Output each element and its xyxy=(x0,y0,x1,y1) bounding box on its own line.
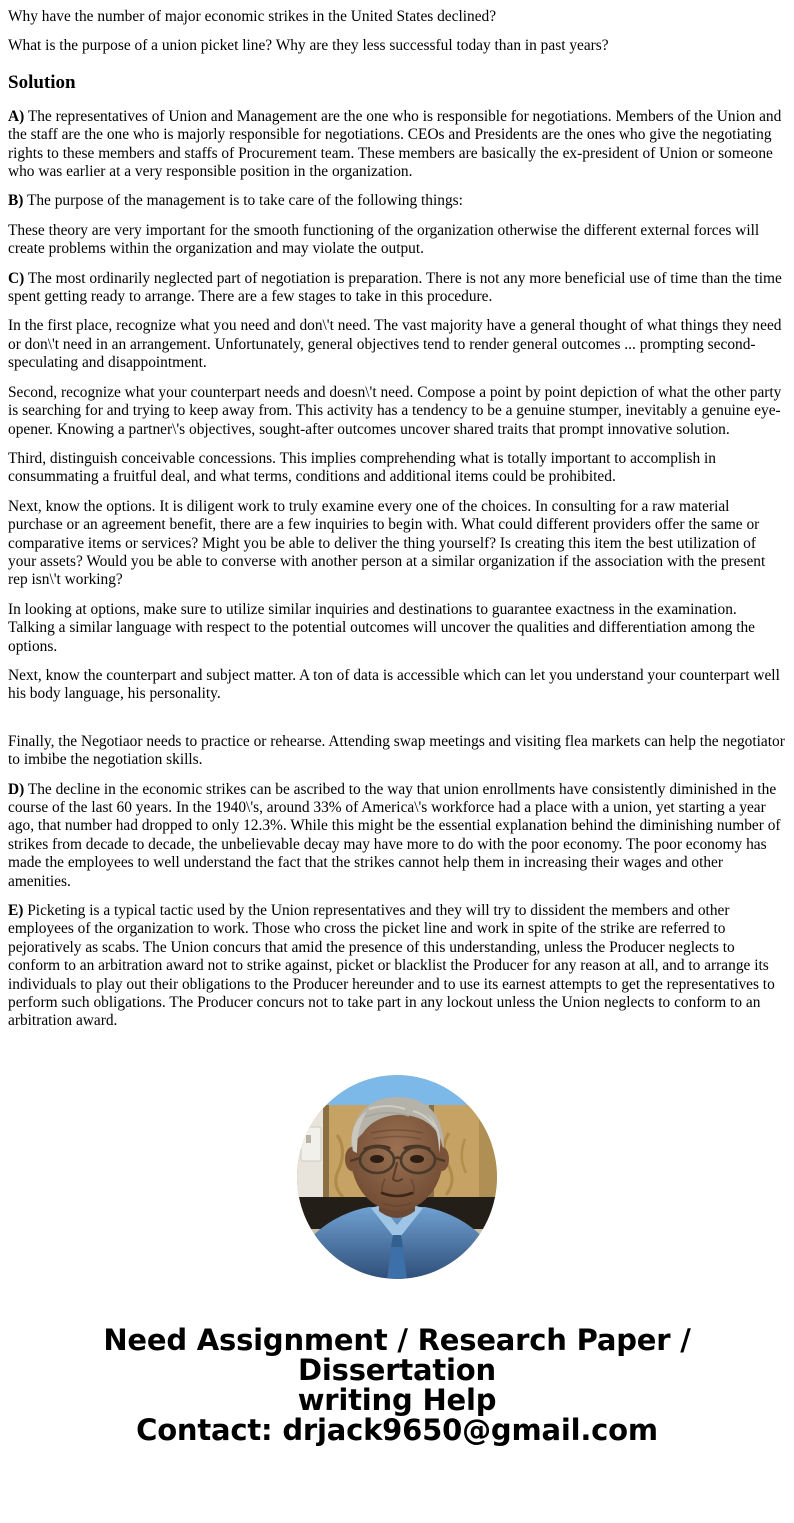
paragraph-b-followup: These theory are very important for the smooth functioning of the organization otherwise the different external forces will create problems within the organization and may violate the output. xyxy=(8,221,760,258)
answer-c-text: The most ordinarily neglected part of negotiation is preparation. There is not any more beneficial use of time than the time spent getting ready to arrange. There are a few stages to take in this procedure. xyxy=(8,269,782,306)
questions-block xyxy=(8,8,786,56)
paragraph-c-first: In the first place, recognize what you need and don\'t need. The vast majority have a general thought of what things they need or don\'t need in an arrangement. Unfortunately, general objectives tend to render general outcomes ... prompting second-speculating and disappointment. xyxy=(8,317,782,372)
solution-heading: Solution xyxy=(8,71,76,93)
paragraph-c-third: Third, distinguish conceivable concessions. This implies comprehending what is totally important to accomplish in consummating a fruitful deal, and what terms, conditions and additional items could be prohibited. xyxy=(8,449,716,486)
answer-e-label: E) xyxy=(8,902,24,920)
question-1: Why have the number of major economic strikes in the United States declined? xyxy=(8,8,497,25)
footer-line-1: Need Assignment / Research Paper / Dissertation xyxy=(103,1322,691,1387)
footer-contact xyxy=(8,1322,786,1465)
avatar-illustration xyxy=(297,1075,497,1279)
answer-d xyxy=(8,781,786,891)
paragraph-c-seventh: Finally, the Negotiaor needs to practice or rehearse. Attending swap meetings and visiting flea markets can help the negotiator to imbibe the negotiation skills. xyxy=(8,732,785,769)
answer-b xyxy=(8,192,786,210)
answer-e-text: Picketing is a typical tactic used by the Union representatives and they will try to dissident the members and other employees of the organization to work. Those who cross the picket line and work in spite of the strike are referred to pejoratively as scabs. The Union concurs that amid the presence of this understanding, unless the Producer neglects to conform to an arbitration award not to strike against, picket or blacklist the Producer for any reason at all, and to arrange its individuals to play out their obligations to the Producer hereunder and to use its earnest attempts to get the representatives to perform such obligations. The Producer concurs not to take part in any lockout unless the Union neglects to conform to an arbitration award. xyxy=(8,902,775,1030)
answer-a-label: A) xyxy=(8,107,25,125)
answer-d-label: D) xyxy=(8,780,25,798)
answer-b-text: The purpose of the management is to take care of the following things: xyxy=(23,192,463,210)
paragraph-c-fourth: Next, know the options. It is diligent work to truly examine every one of the choices. In consulting for a raw material purchase or an agreement benefit, there are a few inquiries to begin with. What could different providers offer the same or comparative items or services? Might you be able to deliver the thing yourself? Is creating this item the best utilization of your assets? Would you be able to converse with another person at a similar organization if the association with the present rep isn\'t working? xyxy=(8,497,766,589)
paragraph-spacer xyxy=(8,715,786,733)
answer-c-label: C) xyxy=(8,269,25,287)
paragraph-c-second: Second, recognize what your counterpart needs and doesn\'t need. Compose a point by point depiction of what the other party is searching for and trying to keep away from. This activity has a tendency to be a genuine stumper, inevitably a genuine eye-opener. Knowing a partner\'s objectives, sought-after outcomes uncover shared traits that prompt innovative solution. xyxy=(8,383,782,438)
answer-c xyxy=(8,270,786,307)
answer-a-text: The representatives of Union and Management are the one who is responsible for negotiations. Members of the Union and the staff are the one who is majorly responsible for negotiations. CEOs and Presidents are the ones who give the negotiating rights to these members and staffs of Procurement team. These members are basically the ex-president of Union or someone who was earlier at a very responsible position in the organization. xyxy=(8,107,782,181)
solution-body xyxy=(8,108,786,1031)
answer-e xyxy=(8,902,786,1031)
answer-a xyxy=(8,108,786,182)
footer-line-2: writing Help xyxy=(297,1382,497,1417)
answer-b-label: B) xyxy=(8,192,24,210)
avatar xyxy=(297,1075,497,1279)
profile-photo-container xyxy=(8,1075,786,1279)
paragraph-c-sixth: Next, know the counterpart and subject matter. A ton of data is accessible which can let you understand your counterpart well his body language, his personality. xyxy=(8,666,780,703)
question-2: What is the purpose of a union picket line? Why are they less successful today than in past years? xyxy=(8,37,609,55)
paragraph-c-fifth: In looking at options, make sure to utilize similar inquiries and destinations to guarantee exactness in the examination. Talking a similar language with respect to the potential outcomes will uncover the qualities and differentiation among the options. xyxy=(8,600,756,655)
answer-d-text: The decline in the economic strikes can be ascribed to the way that union enrollments have consistently diminished in the course of the last 60 years. In the 1940\'s, around 33% of America\'s workforce had a place with a union, yet starting a year ago, that number had dropped to only 12.3%. While this might be the essential explanation behind the diminishing number of strikes from decade to decade, the unbelievable decay may have more to do with the poor economy. The poor economy has made the employees to well understand the fact that the strikes cannot help them in increasing their wages and other amenities. xyxy=(8,780,781,890)
footer-line-3: Contact: drjack9650@gmail.com xyxy=(136,1412,658,1447)
